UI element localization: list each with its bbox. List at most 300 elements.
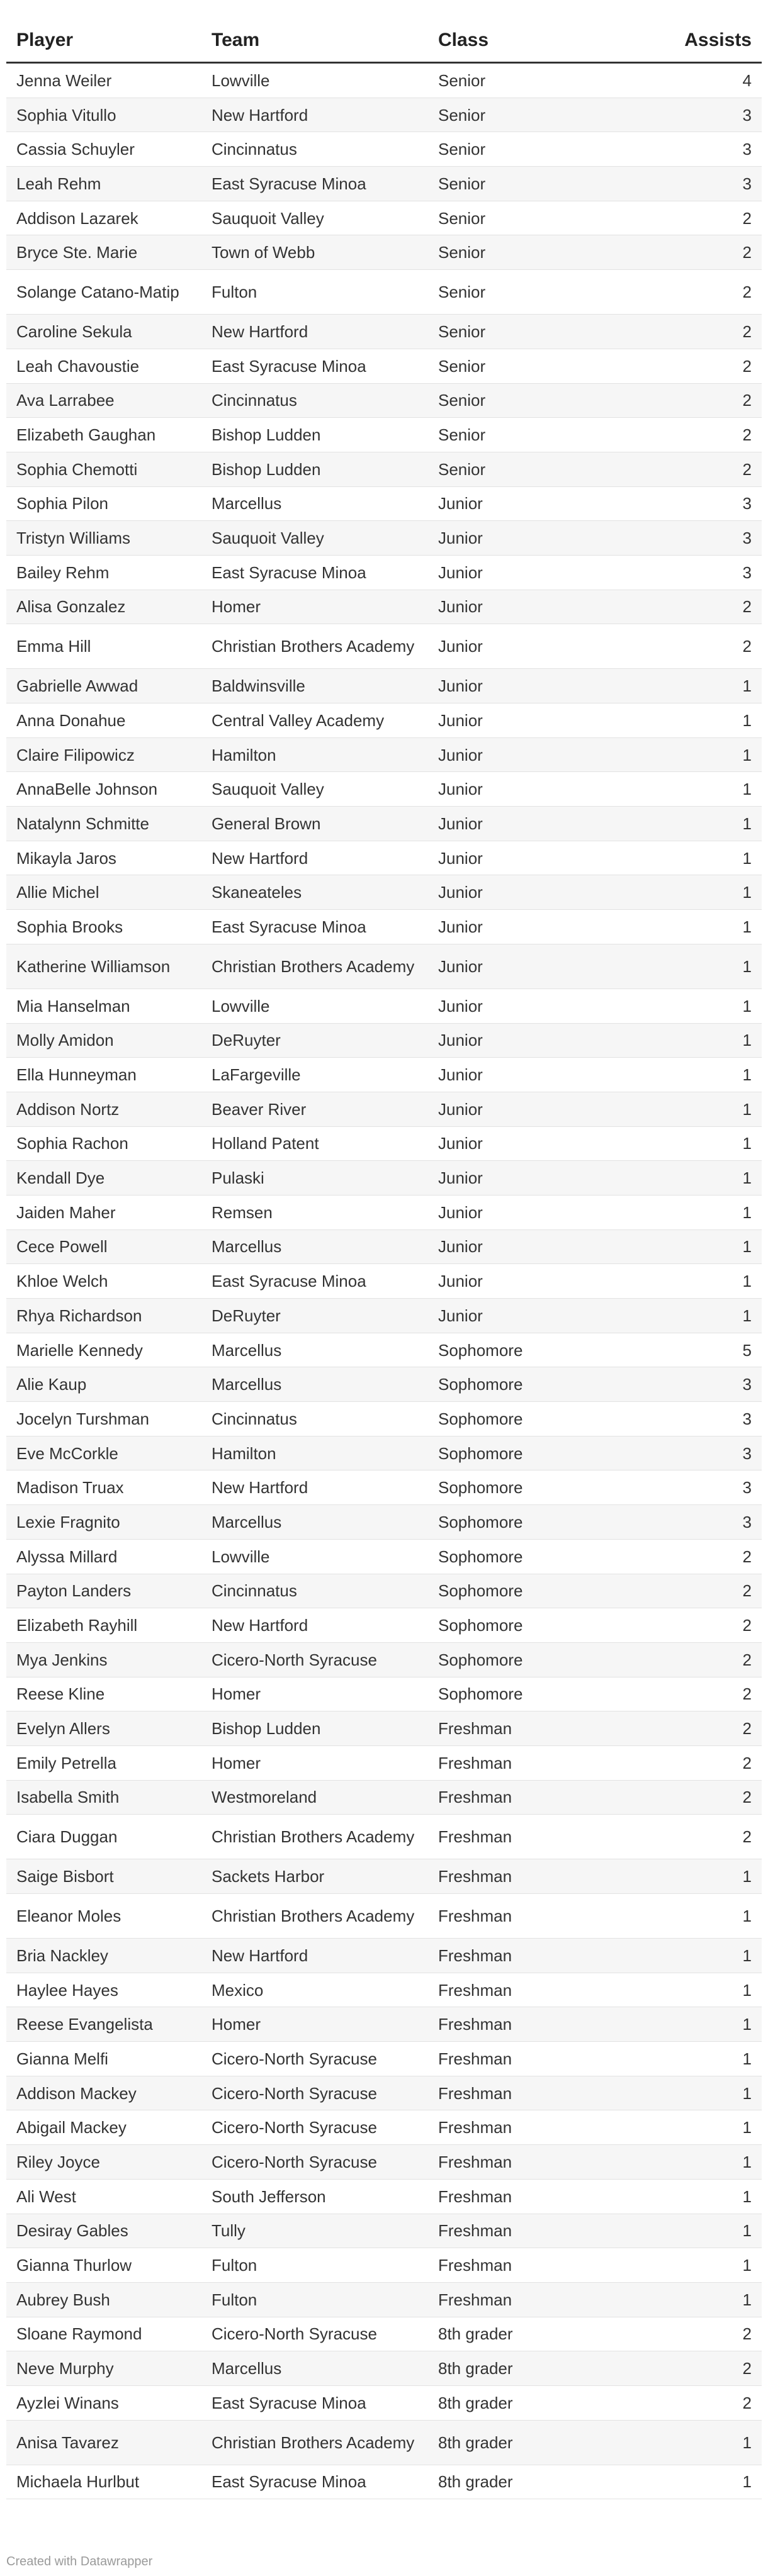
assists-cell: 1 <box>636 2420 762 2465</box>
player-cell: Eleanor Moles <box>6 1894 201 1939</box>
player-cell: Tristyn Williams <box>6 521 201 556</box>
assists-cell: 1 <box>636 2282 762 2317</box>
assists-cell: 1 <box>636 1894 762 1939</box>
table-row <box>6 555 762 590</box>
assists-cell: 1 <box>636 772 762 807</box>
team-cell: New Hartford <box>201 1470 428 1505</box>
assists-cell: 3 <box>636 486 762 521</box>
player-cell: Khloe Welch <box>6 1264 201 1299</box>
team-cell: Lowville <box>201 1539 428 1574</box>
player-cell: Cassia Schuyler <box>6 132 201 167</box>
table-row <box>6 1539 762 1574</box>
table-row <box>6 590 762 624</box>
assists-cell: 1 <box>636 2007 762 2042</box>
team-cell: Hamilton <box>201 737 428 772</box>
player-cell: Reese Kline <box>6 1677 201 1711</box>
assists-cell: 2 <box>636 1711 762 1746</box>
table-row <box>6 988 762 1023</box>
assists-cell: 3 <box>636 1436 762 1470</box>
assists-cell: 2 <box>636 383 762 418</box>
team-cell: DeRuyter <box>201 1023 428 1058</box>
assists-cell: 1 <box>636 910 762 944</box>
table-row <box>6 1894 762 1939</box>
class-cell: Freshman <box>428 2179 636 2214</box>
class-cell: Senior <box>428 167 636 201</box>
class-cell: Freshman <box>428 2110 636 2145</box>
team-cell: New Hartford <box>201 315 428 349</box>
table-body <box>6 63 762 2499</box>
class-cell: Junior <box>428 910 636 944</box>
player-cell: Allie Michel <box>6 875 201 910</box>
class-cell: Junior <box>428 737 636 772</box>
team-cell: Homer <box>201 1677 428 1711</box>
player-cell: Saige Bisbort <box>6 1859 201 1894</box>
table-row <box>6 2385 762 2420</box>
assists-cell: 2 <box>636 2317 762 2351</box>
class-cell: Sophomore <box>428 1436 636 1470</box>
table-row <box>6 1264 762 1299</box>
class-cell: Sophomore <box>428 1608 636 1643</box>
team-cell: General Brown <box>201 807 428 841</box>
table-row <box>6 1780 762 1815</box>
class-cell: Junior <box>428 1023 636 1058</box>
team-cell: East Syracuse Minoa <box>201 1264 428 1299</box>
class-cell: 8th grader <box>428 2385 636 2420</box>
class-cell: Junior <box>428 669 636 703</box>
assists-cell: 2 <box>636 418 762 452</box>
assists-cell: 3 <box>636 98 762 132</box>
class-cell: 8th grader <box>428 2465 636 2499</box>
assists-cell: 2 <box>636 201 762 235</box>
table-row <box>6 1505 762 1540</box>
assists-cell: 2 <box>636 1780 762 1815</box>
table-row <box>6 1470 762 1505</box>
team-cell: LaFargeville <box>201 1058 428 1092</box>
class-cell: Senior <box>428 349 636 383</box>
class-cell: Senior <box>428 98 636 132</box>
column-header-assists[interactable]: Assists <box>636 19 762 63</box>
assists-cell: 1 <box>636 2076 762 2110</box>
class-cell: Junior <box>428 521 636 556</box>
team-cell: Sackets Harbor <box>201 1859 428 1894</box>
player-cell: Eve McCorkle <box>6 1436 201 1470</box>
table-row <box>6 2465 762 2499</box>
table-row <box>6 1574 762 1608</box>
player-cell: Ali West <box>6 2179 201 2214</box>
team-cell: Cicero-North Syracuse <box>201 2042 428 2076</box>
team-cell: Marcellus <box>201 1367 428 1402</box>
class-cell: Junior <box>428 1229 636 1264</box>
table-row <box>6 349 762 383</box>
team-cell: Christian Brothers Academy <box>201 624 428 669</box>
table-row <box>6 201 762 235</box>
column-header-player[interactable]: Player <box>6 19 201 63</box>
player-cell: Payton Landers <box>6 1574 201 1608</box>
table-row <box>6 1058 762 1092</box>
assists-cell: 1 <box>636 2465 762 2499</box>
player-cell: Alyssa Millard <box>6 1539 201 1574</box>
class-cell: Freshman <box>428 1939 636 1973</box>
table-row <box>6 315 762 349</box>
team-cell: Westmoreland <box>201 1780 428 1815</box>
class-cell: Junior <box>428 772 636 807</box>
team-cell: Sauquoit Valley <box>201 521 428 556</box>
team-cell: Cincinnatus <box>201 1402 428 1436</box>
assists-cell: 2 <box>636 235 762 270</box>
assists-cell: 1 <box>636 1126 762 1161</box>
team-cell: East Syracuse Minoa <box>201 167 428 201</box>
class-cell: Sophomore <box>428 1677 636 1711</box>
class-cell: 8th grader <box>428 2317 636 2351</box>
table-row <box>6 703 762 738</box>
player-cell: Claire Filipowicz <box>6 737 201 772</box>
table-row <box>6 624 762 669</box>
player-cell: Alisa Gonzalez <box>6 590 201 624</box>
team-cell: Central Valley Academy <box>201 703 428 738</box>
table-row <box>6 1195 762 1229</box>
team-cell: Fulton <box>201 2282 428 2317</box>
player-cell: Mia Hanselman <box>6 988 201 1023</box>
team-cell: Homer <box>201 590 428 624</box>
table-row <box>6 1608 762 1643</box>
assists-cell: 2 <box>636 1574 762 1608</box>
assists-cell: 2 <box>636 1539 762 1574</box>
assists-cell: 5 <box>636 1333 762 1367</box>
assists-cell: 1 <box>636 1229 762 1264</box>
team-cell: Sauquoit Valley <box>201 772 428 807</box>
assists-cell: 3 <box>636 1470 762 1505</box>
table-row <box>6 1436 762 1470</box>
team-cell: Marcellus <box>201 1229 428 1264</box>
team-cell: Fulton <box>201 2248 428 2283</box>
class-cell: Junior <box>428 590 636 624</box>
team-cell: Lowville <box>201 63 428 98</box>
class-cell: Junior <box>428 1092 636 1126</box>
class-cell: Junior <box>428 944 636 988</box>
assists-cell: 1 <box>636 2179 762 2214</box>
assists-cell: 2 <box>636 349 762 383</box>
player-cell: Aubrey Bush <box>6 2282 201 2317</box>
player-cell: Abigail Mackey <box>6 2110 201 2145</box>
team-cell: Marcellus <box>201 486 428 521</box>
class-cell: Junior <box>428 807 636 841</box>
player-cell: Rhya Richardson <box>6 1299 201 1333</box>
table-row <box>6 1642 762 1677</box>
player-cell: Lexie Fragnito <box>6 1505 201 1540</box>
assists-cell: 1 <box>636 2110 762 2145</box>
table-row <box>6 2317 762 2351</box>
player-cell: Alie Kaup <box>6 1367 201 1402</box>
team-cell: New Hartford <box>201 1608 428 1643</box>
assists-cell: 3 <box>636 1402 762 1436</box>
player-cell: Jaiden Maher <box>6 1195 201 1229</box>
assists-cell: 2 <box>636 590 762 624</box>
team-cell: Beaver River <box>201 1092 428 1126</box>
player-cell: AnnaBelle Johnson <box>6 772 201 807</box>
assists-cell: 1 <box>636 875 762 910</box>
table-row <box>6 772 762 807</box>
assists-cell: 1 <box>636 841 762 875</box>
assists-cell: 2 <box>636 1677 762 1711</box>
column-header-team[interactable]: Team <box>201 19 428 63</box>
table-row <box>6 1815 762 1859</box>
table-row <box>6 1939 762 1973</box>
player-cell: Solange Catano-Matip <box>6 270 201 315</box>
player-cell: Jenna Weiler <box>6 63 201 98</box>
table-row <box>6 1859 762 1894</box>
team-cell: Bishop Ludden <box>201 1711 428 1746</box>
class-cell: Senior <box>428 201 636 235</box>
assists-cell: 2 <box>636 2385 762 2420</box>
table-row <box>6 1299 762 1333</box>
class-cell: 8th grader <box>428 2420 636 2465</box>
table-row <box>6 841 762 875</box>
team-cell: Homer <box>201 1745 428 1780</box>
class-cell: Freshman <box>428 1711 636 1746</box>
assists-cell: 3 <box>636 1505 762 1540</box>
player-cell: Emma Hill <box>6 624 201 669</box>
player-cell: Sophia Brooks <box>6 910 201 944</box>
assists-cell: 1 <box>636 1973 762 2007</box>
class-cell: Senior <box>428 235 636 270</box>
team-cell: Bishop Ludden <box>201 418 428 452</box>
team-cell: Christian Brothers Academy <box>201 944 428 988</box>
team-cell: East Syracuse Minoa <box>201 349 428 383</box>
table-row <box>6 1402 762 1436</box>
player-cell: Sophia Chemotti <box>6 452 201 486</box>
class-cell: Senior <box>428 418 636 452</box>
class-cell: Senior <box>428 63 636 98</box>
player-cell: Gianna Thurlow <box>6 2248 201 2283</box>
table-row <box>6 1973 762 2007</box>
team-cell: Sauquoit Valley <box>201 201 428 235</box>
player-cell: Desiray Gables <box>6 2214 201 2248</box>
table-row <box>6 1333 762 1367</box>
table-row <box>6 2282 762 2317</box>
class-cell: Junior <box>428 1126 636 1161</box>
table-row <box>6 98 762 132</box>
player-cell: Evelyn Allers <box>6 1711 201 1746</box>
class-cell: Senior <box>428 383 636 418</box>
player-cell: Neve Murphy <box>6 2351 201 2386</box>
class-cell: Junior <box>428 1299 636 1333</box>
class-cell: Junior <box>428 988 636 1023</box>
team-cell: Lowville <box>201 988 428 1023</box>
class-cell: Freshman <box>428 1745 636 1780</box>
team-cell: New Hartford <box>201 841 428 875</box>
assists-cell: 1 <box>636 1161 762 1196</box>
player-cell: Sloane Raymond <box>6 2317 201 2351</box>
table-row <box>6 2248 762 2283</box>
table-row <box>6 270 762 315</box>
table-row <box>6 2179 762 2214</box>
table-row <box>6 1023 762 1058</box>
assists-cell: 1 <box>636 2042 762 2076</box>
table-row <box>6 2214 762 2248</box>
assists-cell: 1 <box>636 1195 762 1229</box>
table-row <box>6 1229 762 1264</box>
assists-cell: 1 <box>636 988 762 1023</box>
assists-cell: 2 <box>636 1745 762 1780</box>
class-cell: Junior <box>428 624 636 669</box>
class-cell: Senior <box>428 452 636 486</box>
team-cell: Marcellus <box>201 1505 428 1540</box>
assists-cell: 1 <box>636 944 762 988</box>
assists-cell: 1 <box>636 807 762 841</box>
class-cell: Freshman <box>428 2282 636 2317</box>
team-cell: Marcellus <box>201 1333 428 1367</box>
assists-cell: 1 <box>636 1264 762 1299</box>
table-row <box>6 235 762 270</box>
team-cell: Skaneateles <box>201 875 428 910</box>
player-cell: Gabrielle Awwad <box>6 669 201 703</box>
table-row <box>6 1367 762 1402</box>
player-cell: Addison Lazarek <box>6 201 201 235</box>
class-cell: Freshman <box>428 1780 636 1815</box>
assists-cell: 1 <box>636 1859 762 1894</box>
player-cell: Haylee Hayes <box>6 1973 201 2007</box>
class-cell: Junior <box>428 1058 636 1092</box>
class-cell: 8th grader <box>428 2351 636 2386</box>
assists-cell: 1 <box>636 1023 762 1058</box>
player-cell: Anna Donahue <box>6 703 201 738</box>
assists-cell: 3 <box>636 167 762 201</box>
player-cell: Leah Rehm <box>6 167 201 201</box>
credit-line: Created with Datawrapper <box>6 2555 153 2568</box>
class-cell: Freshman <box>428 2214 636 2248</box>
class-cell: Freshman <box>428 1859 636 1894</box>
class-cell: Junior <box>428 875 636 910</box>
team-cell: Tully <box>201 2214 428 2248</box>
player-cell: Ayzlei Winans <box>6 2385 201 2420</box>
player-cell: Natalynn Schmitte <box>6 807 201 841</box>
table-row <box>6 2351 762 2386</box>
player-cell: Anisa Tavarez <box>6 2420 201 2465</box>
assists-cell: 4 <box>636 63 762 98</box>
class-cell: Junior <box>428 1195 636 1229</box>
player-cell: Sophia Vitullo <box>6 98 201 132</box>
assists-cell: 2 <box>636 1815 762 1859</box>
class-cell: Freshman <box>428 2145 636 2180</box>
player-cell: Cece Powell <box>6 1229 201 1264</box>
assists-table <box>6 19 762 2499</box>
table-row <box>6 521 762 556</box>
table-row <box>6 2145 762 2180</box>
assists-cell: 1 <box>636 2248 762 2283</box>
team-cell: East Syracuse Minoa <box>201 2465 428 2499</box>
class-cell: Sophomore <box>428 1333 636 1367</box>
assists-cell: 2 <box>636 270 762 315</box>
class-cell: Senior <box>428 132 636 167</box>
player-cell: Elizabeth Gaughan <box>6 418 201 452</box>
player-cell: Bailey Rehm <box>6 555 201 590</box>
table-row <box>6 1711 762 1746</box>
player-cell: Sophia Pilon <box>6 486 201 521</box>
player-cell: Bria Nackley <box>6 1939 201 1973</box>
table-row <box>6 2420 762 2465</box>
player-cell: Jocelyn Turshman <box>6 1402 201 1436</box>
assists-cell: 2 <box>636 452 762 486</box>
class-cell: Freshman <box>428 2007 636 2042</box>
class-cell: Junior <box>428 1161 636 1196</box>
team-cell: East Syracuse Minoa <box>201 555 428 590</box>
table-row <box>6 486 762 521</box>
player-cell: Leah Chavoustie <box>6 349 201 383</box>
team-cell: East Syracuse Minoa <box>201 2385 428 2420</box>
class-cell: Freshman <box>428 1815 636 1859</box>
table-row <box>6 418 762 452</box>
class-cell: Junior <box>428 703 636 738</box>
class-cell: Senior <box>428 270 636 315</box>
assists-cell: 2 <box>636 1642 762 1677</box>
assists-cell: 2 <box>636 2351 762 2386</box>
player-cell: Addison Nortz <box>6 1092 201 1126</box>
class-cell: Sophomore <box>428 1402 636 1436</box>
class-cell: Freshman <box>428 2076 636 2110</box>
table-row <box>6 669 762 703</box>
header-row <box>6 19 762 63</box>
table-header <box>6 19 762 63</box>
team-cell: Cicero-North Syracuse <box>201 1642 428 1677</box>
player-cell: Emily Petrella <box>6 1745 201 1780</box>
table-row <box>6 383 762 418</box>
class-cell: Sophomore <box>428 1642 636 1677</box>
class-cell: Junior <box>428 1264 636 1299</box>
team-cell: Christian Brothers Academy <box>201 1815 428 1859</box>
team-cell: Homer <box>201 2007 428 2042</box>
team-cell: DeRuyter <box>201 1299 428 1333</box>
team-cell: Town of Webb <box>201 235 428 270</box>
class-cell: Freshman <box>428 1973 636 2007</box>
class-cell: Freshman <box>428 1894 636 1939</box>
team-cell: Cincinnatus <box>201 132 428 167</box>
team-cell: Cincinnatus <box>201 383 428 418</box>
player-cell: Madison Truax <box>6 1470 201 1505</box>
assists-cell: 1 <box>636 703 762 738</box>
table-row <box>6 2110 762 2145</box>
table-row <box>6 1126 762 1161</box>
class-cell: Junior <box>428 555 636 590</box>
column-header-class[interactable]: Class <box>428 19 636 63</box>
assists-cell: 1 <box>636 2145 762 2180</box>
assists-cell: 3 <box>636 555 762 590</box>
class-cell: Junior <box>428 841 636 875</box>
player-cell: Bryce Ste. Marie <box>6 235 201 270</box>
team-cell: Christian Brothers Academy <box>201 1894 428 1939</box>
team-cell: Bishop Ludden <box>201 452 428 486</box>
assists-cell: 3 <box>636 521 762 556</box>
team-cell: Cicero-North Syracuse <box>201 2145 428 2180</box>
table-row <box>6 167 762 201</box>
assists-cell: 1 <box>636 1299 762 1333</box>
team-cell: Remsen <box>201 1195 428 1229</box>
table-row <box>6 1677 762 1711</box>
player-cell: Marielle Kennedy <box>6 1333 201 1367</box>
table-row <box>6 737 762 772</box>
team-cell: Cincinnatus <box>201 1574 428 1608</box>
class-cell: Freshman <box>428 2042 636 2076</box>
player-cell: Addison Mackey <box>6 2076 201 2110</box>
class-cell: Sophomore <box>428 1505 636 1540</box>
assists-cell: 1 <box>636 1939 762 1973</box>
team-cell: Fulton <box>201 270 428 315</box>
player-cell: Isabella Smith <box>6 1780 201 1815</box>
team-cell: Pulaski <box>201 1161 428 1196</box>
class-cell: Freshman <box>428 2248 636 2283</box>
assists-cell: 2 <box>636 624 762 669</box>
table-row <box>6 807 762 841</box>
player-cell: Reese Evangelista <box>6 2007 201 2042</box>
